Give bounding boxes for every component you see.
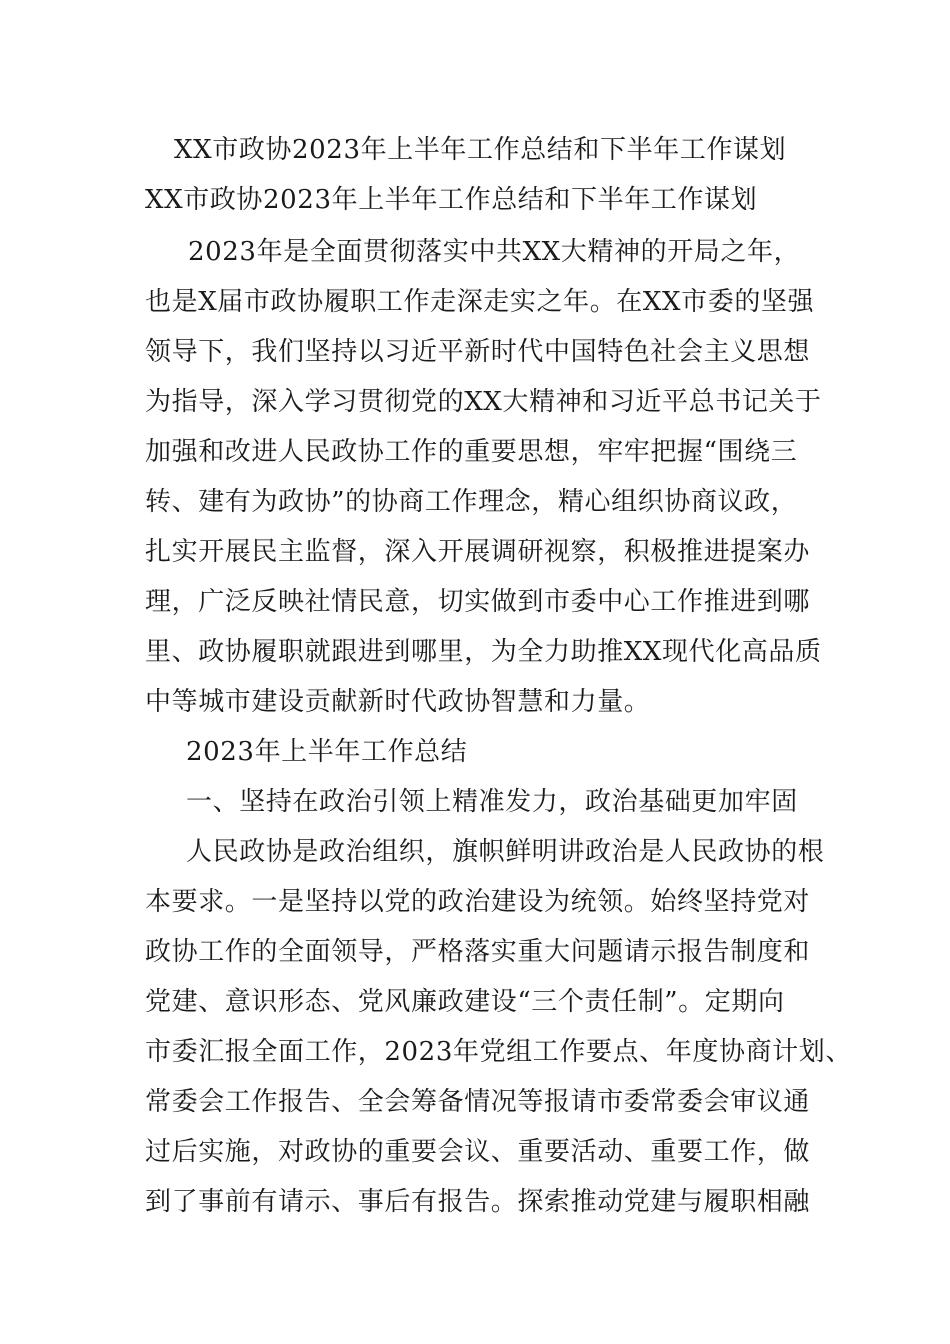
intro-paragraph-line: 理，广泛反映社情民意，切实做到市委中心工作推进到哪 <box>145 587 811 617</box>
body-paragraph-line: 党建、意识形态、党风廉政建设“三个责任制”。定期向 <box>145 987 785 1017</box>
document-title-line-2: XX市政协2023年上半年工作总结和下半年工作谋划 <box>145 185 758 215</box>
intro-paragraph-line: 中等城市建设贡献新时代政协智慧和力量。 <box>145 687 651 717</box>
document-title-line-1: XX市政协2023年上半年工作总结和下半年工作谋划 <box>174 135 787 165</box>
intro-paragraph-line: 转、建有为政协”的协商工作理念，精心组织协商议政， <box>145 487 798 517</box>
intro-paragraph-line: 也是X届市政协履职工作走深走实之年。在XX市委的坚强 <box>145 287 815 317</box>
body-paragraph-line: 政协工作的全面领导，严格落实重大问题请示报告制度和 <box>145 937 811 967</box>
subsection-heading: 一、坚持在政治引领上精准发力，政治基础更加牢固 <box>186 787 798 817</box>
body-paragraph-line: 人民政协是政治组织，旗帜鲜明讲政治是人民政协的根 <box>186 837 825 867</box>
intro-paragraph-line: 加强和改进人民政协工作的重要思想，牢牢把握“围绕三 <box>145 437 798 467</box>
section-heading: 2023年上半年工作总结 <box>186 737 468 767</box>
intro-paragraph-line: 为指导，深入学习贯彻党的XX大精神和习近平总书记关于 <box>145 387 822 417</box>
body-paragraph-line: 到了事前有请示、事后有报告。探索推动党建与履职相融 <box>145 1187 811 1217</box>
body-paragraph-line: 市委汇报全面工作，2023年党组工作要点、年度协商计划、 <box>145 1037 852 1067</box>
body-paragraph-line: 过后实施，对政协的重要会议、重要活动、重要工作，做 <box>145 1137 811 1167</box>
body-paragraph-line: 本要求。一是坚持以党的政治建设为统领。始终坚持党对 <box>145 887 811 917</box>
intro-paragraph-line: 里、政协履职就跟进到哪里，为全力助推XX现代化高品质 <box>145 637 822 667</box>
intro-paragraph-line: 领导下，我们坚持以习近平新时代中国特色社会主义思想 <box>145 337 811 367</box>
intro-paragraph-line: 扎实开展民主监督，深入开展调研视察，积极推进提案办 <box>145 537 811 567</box>
body-paragraph-line: 常委会工作报告、全会筹备情况等报请市委常委会审议通 <box>145 1087 811 1117</box>
intro-paragraph-line: 2023年是全面贯彻落实中共XX大精神的开局之年， <box>188 237 801 267</box>
